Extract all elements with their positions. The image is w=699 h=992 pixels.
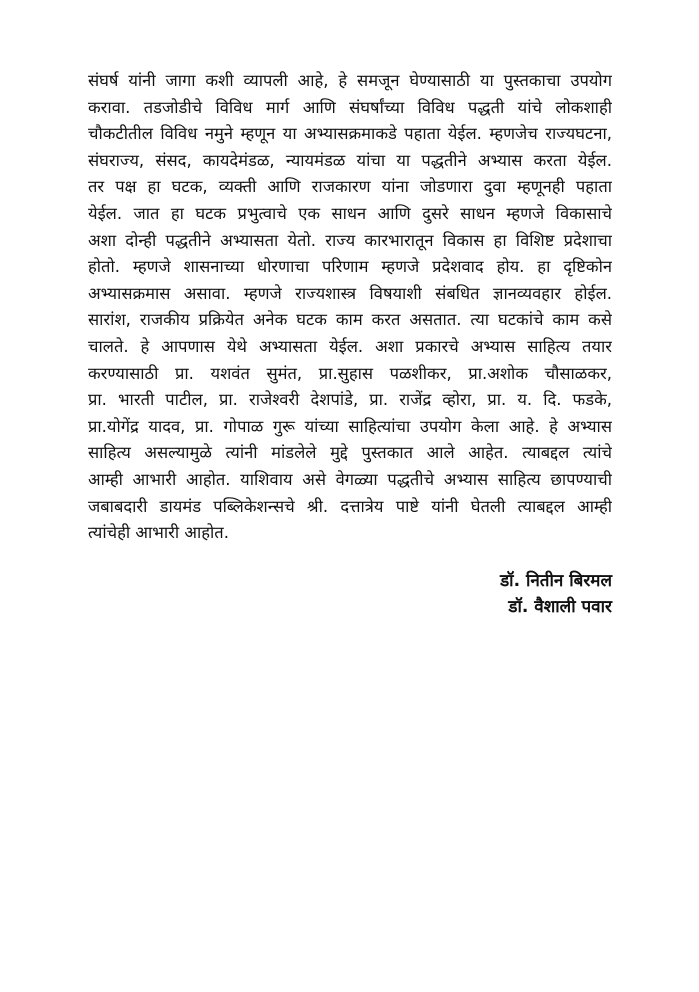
text-line: त्यांचेही आभारी आहोत.: [88, 523, 229, 543]
text-line: तर पक्ष हा घटक, व्यक्ती आणि राजकारण यांना जोडणारा दुवा म्हणूनही पहाता: [88, 177, 612, 197]
text-line: येईल. जात हा घटक प्रभुत्वाचे एक साधन आणि दुसरे साधन म्हणजे विकासाचे: [88, 203, 612, 223]
text-line: आम्ही आभारी आहोत. याशिवाय असे वेगळ्या पद्धतीचे अभ्यास साहित्य छापण्याची: [88, 469, 612, 489]
text-line: अभ्यासक्रमास असावा. म्हणजे राज्यशास्त्र विषयाशी संबधित ज्ञानव्यवहार होईल.: [88, 283, 612, 303]
author-signature: डॉ. वैशाली पवार: [508, 597, 612, 617]
text-line: अशा दोन्ही पद्धतीने अभ्यासता येतो. राज्य कारभारातून विकास हा विशिष्ट प्रदेशाचा: [88, 230, 612, 250]
text-line: करावा. तडजोडीचे विविध मार्ग आणि संघर्षांच्या विविध पद्धती यांचे लोकशाही: [88, 97, 612, 117]
text-line: प्रा. भारती पाटील, प्रा. राजेश्वरी देशपांडे, प्रा. राजेंद्र व्होरा, प्रा. य. दि. फडके,: [88, 390, 612, 410]
text-line: जबाबदारी डायमंड पब्लिकेशन्सचे श्री. दत्तात्रेय पाष्टे यांनी घेतली त्याबद्दल आम्ही: [88, 496, 612, 516]
text-line: करण्यासाठी प्रा. यशवंत सुमंत, प्रा.सुहास पळशीकर, प्रा.अशोक चौसाळकर,: [88, 363, 612, 383]
author-signature: डॉ. नितीन बिरमल: [500, 571, 612, 591]
text-line: चौकटीतील विविध नमुने म्हणून या अभ्यासक्रमाकडे पहाता येईल. म्हणजेच राज्यघटना,: [88, 124, 612, 144]
text-line: सारांश, राजकीय प्रक्रियेत अनेक घटक काम करत असतात. त्या घटकांचे काम कसे: [88, 310, 612, 330]
text-line: चालते. हे आपणास येथे अभ्यासता येईल. अशा प्रकारचे अभ्यास साहित्य तयार: [88, 336, 612, 356]
text-line: प्रा.योगेंद्र यादव, प्रा. गोपाळ गुरू यांच्या साहित्यांचा उपयोग केला आहे. हे अभ्यास: [88, 416, 612, 436]
body-paragraph: [88, 68, 612, 547]
text-line: संघर्ष यांनी जागा कशी व्यापली आहे, हे समजून घेण्यासाठी या पुस्तकाचा उपयोग: [88, 71, 612, 90]
text-line: होतो. म्हणजे शासनाच्या धोरणाचा परिणाम म्हणजे प्रदेशवाद होय. हा दृष्टिकोन: [88, 257, 612, 277]
signature-block: [500, 568, 612, 620]
text-line: संघराज्य, संसद, कायदेमंडळ, न्यायमंडळ यांचा या पद्धतीने अभ्यास करता येईल.: [88, 150, 612, 170]
text-line: साहित्य असल्यामुळे त्यांनी मांडलेले मुद्दे पुस्तकात आले आहेत. त्याबद्दल त्यांचे: [88, 443, 612, 463]
